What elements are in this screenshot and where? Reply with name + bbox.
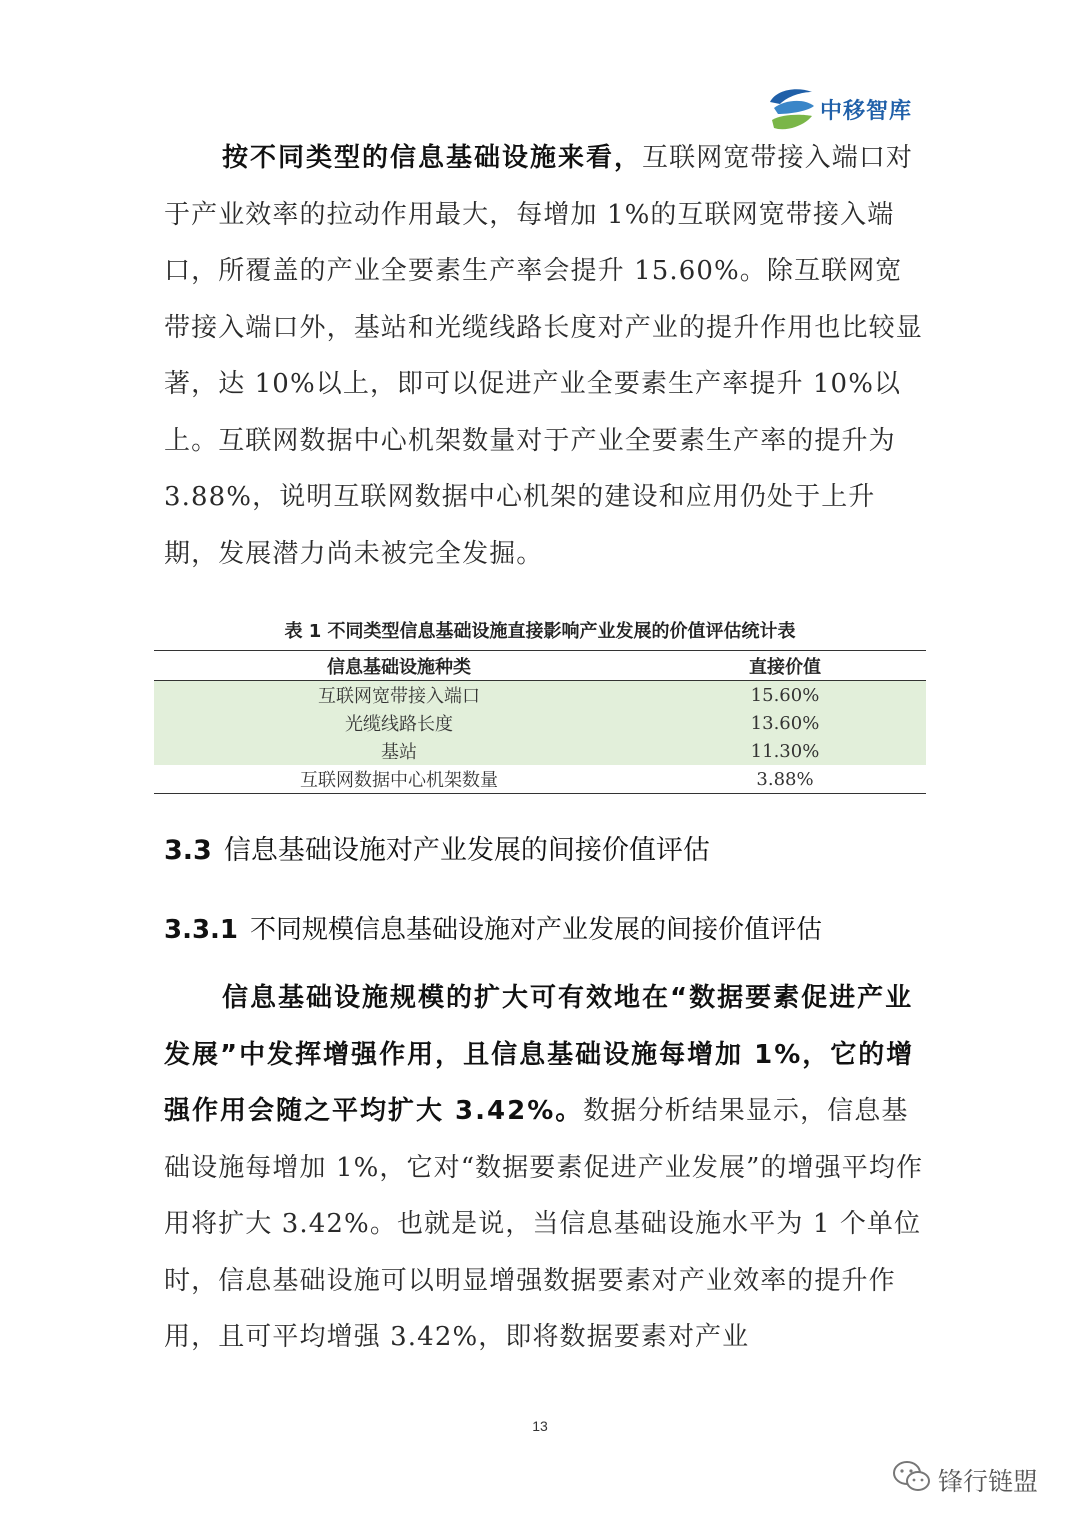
infrastructure-value-table bbox=[154, 650, 926, 794]
table-cell-type: 互联网宽带接入端口 bbox=[154, 681, 644, 710]
wechat-icon bbox=[892, 1460, 932, 1494]
table-row bbox=[154, 681, 926, 710]
section-number: 3.3 bbox=[164, 835, 212, 866]
header-logo bbox=[766, 84, 926, 134]
table-caption: 表 1 不同类型信息基础设施直接影响产业发展的价值评估统计表 bbox=[284, 621, 796, 642]
subsection-title: 不同规模信息基础设施对产业发展的间接价值评估 bbox=[250, 915, 823, 945]
page-number: 13 bbox=[532, 1418, 548, 1434]
table-row bbox=[154, 765, 926, 794]
subsection-heading bbox=[164, 909, 822, 946]
table-cell-value: 13.60% bbox=[644, 709, 926, 737]
paragraph-bold-lead: 信息基础设施规模的扩大可有效地在“数据要素促进产业发展”中发挥增强作用，且信息基础设施每增加 1%，它的增强作用会随之平均扩大 3.42%。 bbox=[164, 983, 915, 1126]
china-mobile-think-tank-logo-icon bbox=[766, 84, 818, 134]
table-cell-value: 15.60% bbox=[644, 681, 926, 710]
logo-text: 中移智库 bbox=[820, 99, 913, 124]
table-cell-type: 光缆线路长度 bbox=[154, 709, 644, 737]
subsection-number: 3.3.1 bbox=[164, 915, 239, 945]
watermark bbox=[892, 1454, 1062, 1504]
table-cell-type: 基站 bbox=[154, 737, 644, 765]
table-cell-type: 互联网数据中心机架数量 bbox=[154, 765, 644, 794]
paragraph-infrastructure-scale bbox=[164, 970, 924, 1366]
table-header-type: 信息基础设施种类 bbox=[154, 651, 644, 681]
table-cell-value: 3.88% bbox=[644, 765, 926, 794]
section-title: 信息基础设施对产业发展的间接价值评估 bbox=[223, 835, 710, 866]
watermark-text: 锋行链盟 bbox=[938, 1467, 1039, 1496]
table-row bbox=[154, 737, 926, 765]
table-row bbox=[154, 709, 926, 737]
paragraph-bold-lead: 按不同类型的信息基础设施来看， bbox=[222, 143, 643, 173]
table-header-value: 直接价值 bbox=[644, 651, 926, 681]
table-cell-value: 11.30% bbox=[644, 737, 926, 765]
paragraph-infrastructure-types bbox=[164, 130, 924, 582]
paragraph-body: 互联网宽带接入端口对于产业效率的拉动作用最大，每增加 1%的互联网宽带接入端口，所覆盖的产业全要素生产率会提升 15.60%。除互联网宽带接入端口外，基站和光缆线路长度对产业的提升作用也比较显著，达 10%以上，即可以促进产业全要素生产率提升 10%以上。互联网数据中心机架数量对于产业全要素生产率的提升为 3.88%，说明互联网数据中心机架的建设和应用仍处于上升期，发展潜力尚未被完全发掘。 bbox=[164, 143, 923, 569]
paragraph-body: 数据分析结果显示，信息基础设施每增加 1%，它对“数据要素促进产业发展”的增强平均作用将扩大 3.42%。也就是说，当信息基础设施水平为 1 个单位时，信息基础设施可以明显增强数据要素对产业效率的提升作用，且可平均增强 3.42%，即将数据要素对产业 bbox=[164, 1096, 924, 1352]
table-header-row bbox=[154, 651, 926, 681]
section-heading bbox=[164, 828, 710, 867]
